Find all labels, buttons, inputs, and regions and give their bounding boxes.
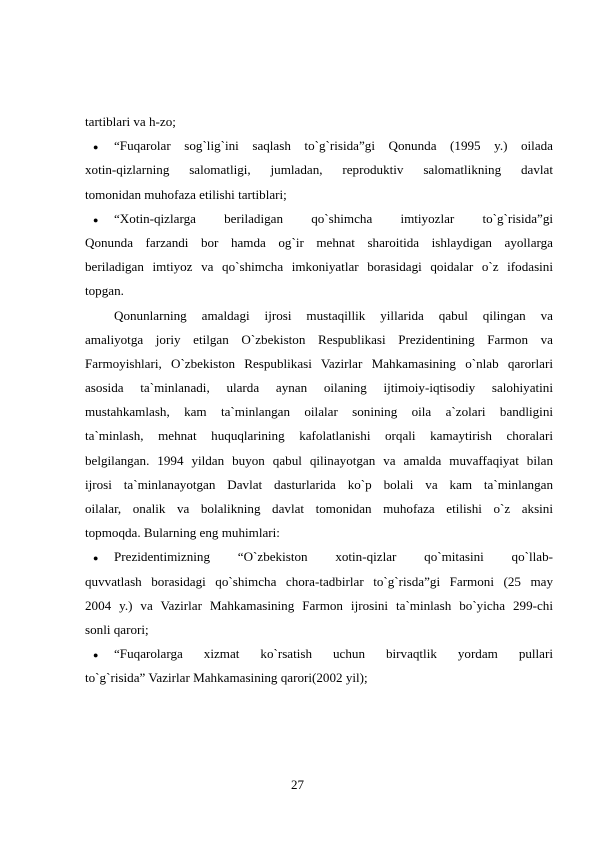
bullet-icon: ●: [93, 650, 99, 661]
text-line: ta`minlash, mehnat huquqlarining kafolatlanishi orqali kamaytirish choralari: [85, 428, 553, 444]
text-line: tomonidan muhofaza etilishi tartiblari;: [85, 186, 287, 202]
text-line: topmoqda. Bularning eng muhimlari:: [85, 525, 280, 541]
text-line: Qonunda farzandi bor hamda og`ir mehnat sharoitida ishlaydigan ayollarga: [85, 234, 553, 250]
text-line: to`g`risida” Vazirlar Mahkamasining qarori(2002 yil);: [85, 670, 368, 686]
bullet-icon: ●: [93, 553, 99, 564]
text-line: asosida ta`minlanadi, ularda aynan oilaning ijtimoiy-iqtisodiy salohiyatini: [85, 380, 553, 396]
text-line: “Fuqarolar sog`lig`ini saqlash to`g`risida”gi Qonunda (1995 y.) oilada: [114, 138, 553, 154]
text-line: beriladigan imtiyoz va qo`shimcha imkoniyatlar borasidagi qoidalar o`z ifodasini: [85, 259, 553, 275]
bullet-item: [85, 134, 553, 158]
text-line: belgilangan. 1994 yildan buyon qabul qilinayotgan va amalda muvaffaqiyat bilan: [85, 452, 553, 468]
text-line: sonli qarori;: [85, 621, 149, 637]
text-line: ijrosi ta`minlanayotgan Davlat dasturlarida ko`p bolali va kam ta`minlangan: [85, 476, 553, 492]
text-line: Qonunlarning amaldagi ijrosi mustaqillik yillarida qabul qilingan va: [114, 307, 553, 323]
bullet-item: [85, 642, 553, 666]
text-line: 2004 y.) va Vazirlar Mahkamasining Farmon ijrosini ta`minlash bo`yicha 299-chi: [85, 597, 553, 613]
text-line: Prezidentimizning “O`zbekiston xotin-qizlar qo`mitasini qo`llab-: [114, 549, 553, 565]
bullet-icon: ●: [93, 142, 99, 153]
text-line: topgan.: [85, 283, 124, 299]
text-line: “Fuqarolarga xizmat ko`rsatish uchun birvaqtlik yordam pullari: [114, 646, 553, 662]
bullet-item: [85, 207, 553, 231]
text-line: “Xotin-qizlarga beriladigan qo`shimcha imtiyozlar to`g`risida”gi: [114, 210, 553, 226]
text-line: quvvatlash borasidagi qo`shimcha chora-tadbirlar to`g`risda”gi Farmoni (25 may: [85, 573, 553, 589]
bullet-item: [85, 545, 553, 569]
text-line: xotin-qizlarning salomatligi, jumladan, reproduktiv salomatlikning davlat: [85, 162, 553, 178]
bullet-icon: ●: [93, 214, 99, 225]
page-number: 27: [291, 777, 304, 792]
text-line: Farmoyishlari, O`zbekiston Respublikasi Vazirlar Mahkamasining o`nlab qarorlari: [85, 355, 553, 371]
text-line: mustahkamlash, kam ta`minlangan oilalar sonining oila a`zolari bandligini: [85, 404, 553, 420]
text-line: tartiblari va h-zo;: [85, 114, 176, 129]
document-body: [85, 110, 553, 691]
text-line: oilalar, onalik va bolalikning davlat tomonidan muhofaza etilishi o`z aksini: [85, 501, 553, 516]
text-line: amaliyotga joriy etilgan O`zbekiston Respublikasi Prezidentining Farmon va: [85, 331, 553, 347]
